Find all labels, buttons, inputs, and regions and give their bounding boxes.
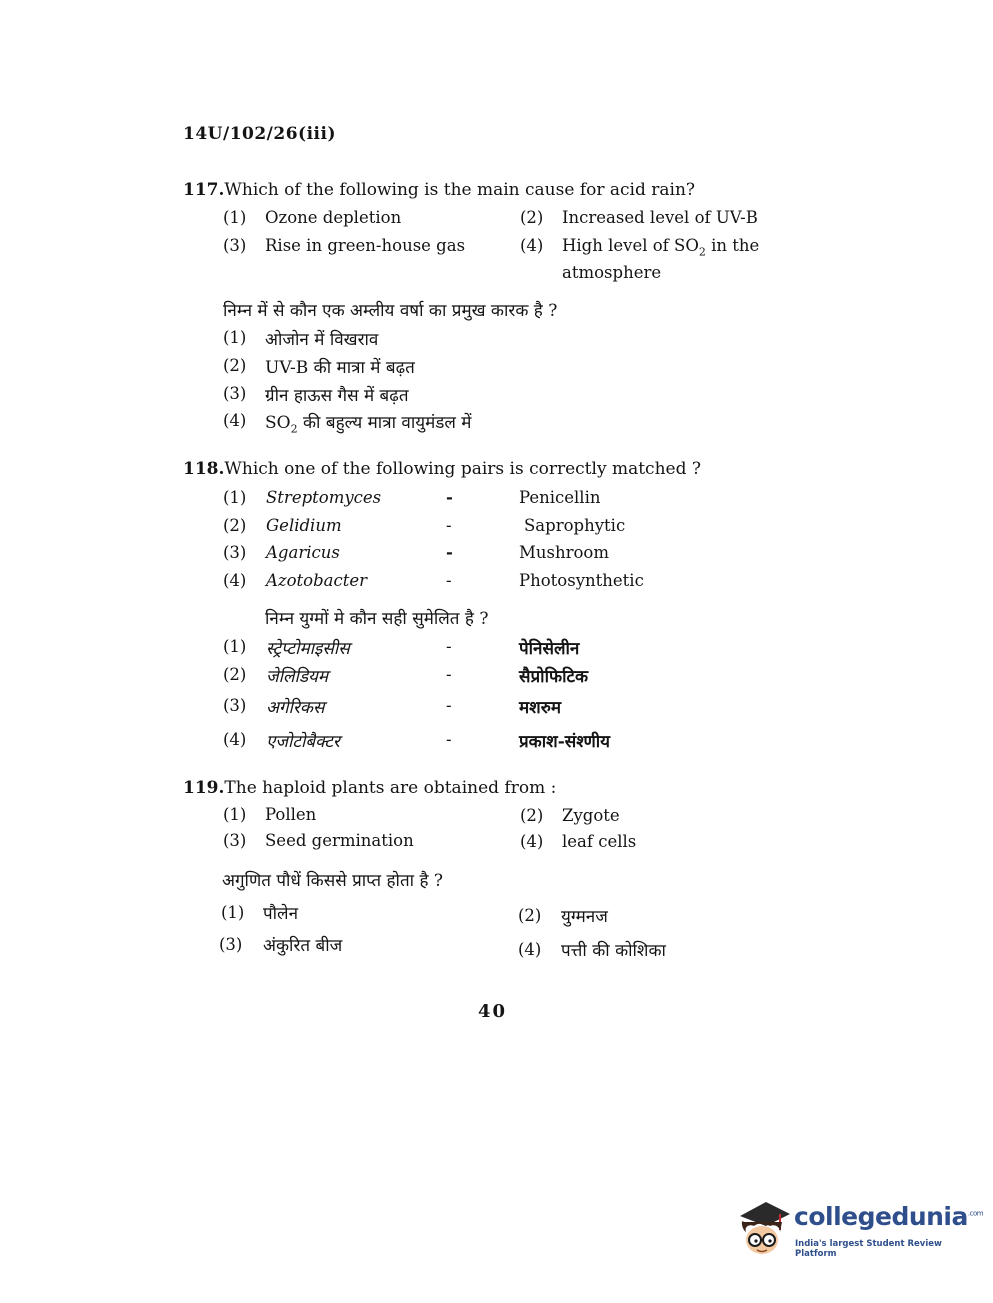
question-number: 119. xyxy=(183,778,225,798)
page-number: 40 xyxy=(478,1001,508,1022)
option-number: (2) xyxy=(518,906,542,925)
logo-tagline: India's largest Student Review Platform xyxy=(795,1239,942,1259)
option-number: (2) xyxy=(223,516,247,535)
option-text: पौलेन xyxy=(263,904,299,924)
option-number: (4) xyxy=(520,832,544,851)
question-118-hindi-text: निम्न युग्मों मे कौन सही सुमेलित है ? xyxy=(265,609,489,629)
pair-left: Azotobacter xyxy=(266,571,368,590)
option-text: पत्ती की कोशिका xyxy=(561,941,666,961)
option-number: (3) xyxy=(223,384,247,403)
option-number: (3) xyxy=(219,935,243,954)
pair-right: पेनिसेलीन xyxy=(519,639,580,659)
option-text: Increased level of UV-B xyxy=(562,208,758,227)
pair-dash: - xyxy=(446,637,452,656)
option-text-continued: atmosphere xyxy=(562,263,662,282)
pair-right: मशरुम xyxy=(519,698,562,718)
option-number: (2) xyxy=(520,806,544,825)
question-text: The haploid plants are obtained from : xyxy=(224,778,557,798)
pair-left: Agaricus xyxy=(266,543,340,562)
option-text: leaf cells xyxy=(562,832,637,851)
option-number: (4) xyxy=(223,411,247,430)
option-text: Rise in green-house gas xyxy=(265,236,466,255)
question-117-text xyxy=(183,180,695,200)
option-number: (3) xyxy=(223,543,247,562)
pair-left: अगेरिकस xyxy=(266,698,325,718)
option-text: अंकुरित बीज xyxy=(263,936,343,956)
pair-dash: - xyxy=(446,696,452,715)
pair-left: जेलिडियम xyxy=(266,667,329,687)
pair-dash: - xyxy=(446,571,452,590)
pair-dash: - xyxy=(446,516,452,535)
pair-left: Gelidium xyxy=(266,516,342,535)
option-number: (1) xyxy=(223,328,247,347)
pair-left: Streptomyces xyxy=(266,488,382,507)
mascot-icon xyxy=(736,1196,792,1258)
pair-dash: - xyxy=(446,543,453,562)
question-118-text xyxy=(183,459,701,479)
option-number: (4) xyxy=(520,236,544,255)
option-number: (4) xyxy=(518,940,542,959)
question-117-hindi-text: निम्न में से कौन एक अम्लीय वर्षा का प्रमुख कारक है ? xyxy=(223,301,558,321)
question-number: 118. xyxy=(183,459,225,479)
option-number: (1) xyxy=(223,488,247,507)
collegedunia-logo[interactable] xyxy=(736,1196,984,1262)
option-text: UV-B की मात्रा में बढ़त xyxy=(265,358,415,378)
pair-dash: - xyxy=(446,730,452,749)
option-text: $SO_2$ की बहुल्य मात्रा वायुमंडल में xyxy=(265,413,472,436)
pair-right: प्रकाश-संश्णीय xyxy=(519,732,611,752)
option-text: ओजोन में विखराव xyxy=(265,330,379,350)
pair-right: Mushroom xyxy=(519,543,610,562)
option-text: Ozone depletion xyxy=(265,208,402,227)
option-text: Seed germination xyxy=(265,831,414,850)
option-text: Pollen xyxy=(265,805,317,824)
option-text: युग्मनज xyxy=(561,907,608,927)
pair-right: सैप्रोफिटिक xyxy=(519,667,589,687)
option-number: (2) xyxy=(223,356,247,375)
option-number: (3) xyxy=(223,696,247,715)
option-number: (2) xyxy=(223,665,247,684)
option-number: (1) xyxy=(223,805,247,824)
option-number: (3) xyxy=(223,831,247,850)
option-number: (4) xyxy=(223,571,247,590)
question-text: Which of the following is the main cause for acid rain? xyxy=(224,180,696,200)
option-number: (4) xyxy=(223,730,247,749)
pair-left: स्ट्रेप्टोमाइसीस xyxy=(266,639,350,659)
pair-dash: - xyxy=(446,488,453,507)
logo-wordmark: collegedunia$^{.com}$ xyxy=(794,1202,984,1231)
option-text: ग्रीन हाऊस गैस में बढ़त xyxy=(265,386,409,406)
question-119-hindi-text: अगुणित पौधें किससे प्राप्त होता है ? xyxy=(222,871,443,891)
option-text: Zygote xyxy=(562,806,620,825)
question-number: 117. xyxy=(183,180,225,200)
question-119-text xyxy=(183,778,556,798)
option-number: (3) xyxy=(223,236,247,255)
option-number: (2) xyxy=(520,208,544,227)
question-text: Which one of the following pairs is correctly matched ? xyxy=(224,459,701,479)
pair-right: Photosynthetic xyxy=(519,571,644,590)
paper-code: 14U/102/26(iii) xyxy=(183,124,337,144)
pair-left: एजोटोबैक्टर xyxy=(266,732,340,752)
pair-right: Saprophytic xyxy=(524,516,626,535)
option-number: (1) xyxy=(223,208,247,227)
pair-right: Penicellin xyxy=(519,488,601,507)
option-number: (1) xyxy=(223,637,247,656)
option-text: High level of $SO_2$ in the xyxy=(562,236,760,259)
option-number: (1) xyxy=(221,903,245,922)
pair-dash: - xyxy=(446,665,452,684)
